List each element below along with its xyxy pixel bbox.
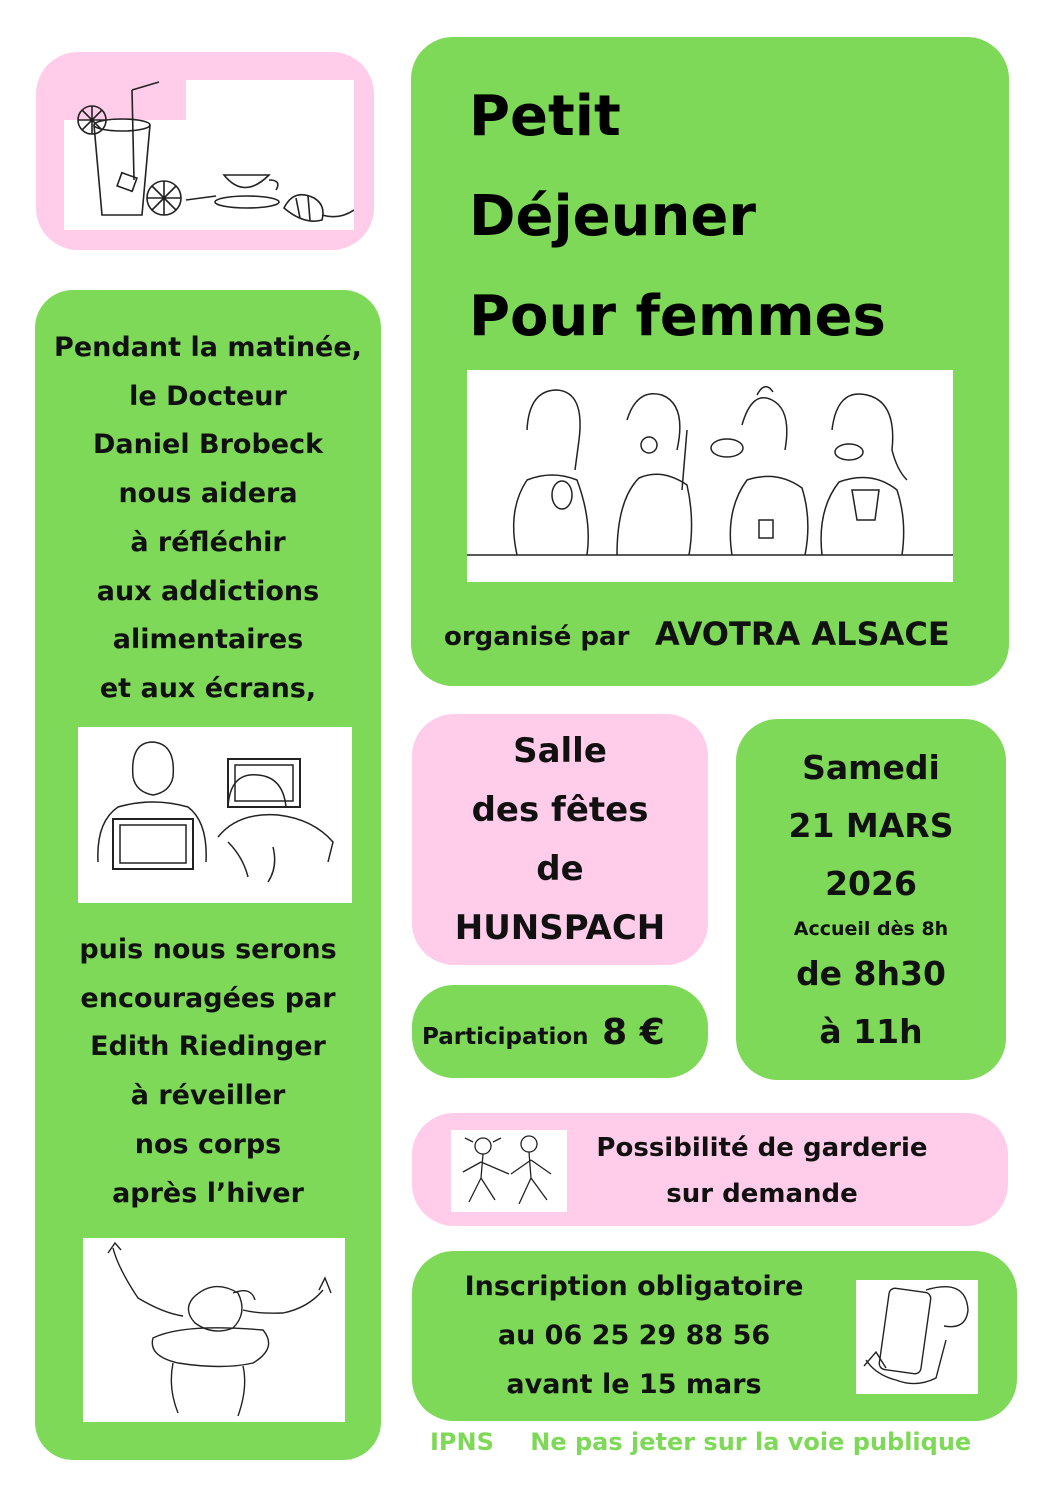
venue-line: Salle	[513, 731, 607, 771]
breakfast-box	[36, 52, 374, 250]
program-line: Daniel Brobeck	[92, 429, 324, 461]
women-eating-drawing-icon	[467, 370, 953, 582]
program-line: Pendant la matinée,	[54, 332, 362, 363]
venue-text	[412, 722, 708, 958]
participation-label: Participation	[422, 1024, 589, 1050]
program-line: à réveiller	[130, 1080, 286, 1112]
footer	[430, 1424, 971, 1460]
program-text-1	[35, 324, 381, 714]
registration-line: Inscription obligatoire	[464, 1271, 804, 1302]
breakfast-drawing-icon	[64, 80, 354, 230]
program-line: le Docteur	[129, 380, 287, 412]
program-line: encouragées par	[80, 982, 336, 1014]
venue-name: HUNSPACH	[454, 908, 666, 948]
registration-phone: au 06 25 29 88 56	[497, 1320, 771, 1351]
program-line: puis nous serons	[79, 934, 337, 965]
title-box	[411, 37, 1009, 686]
program-line: Edith Riedinger	[90, 1031, 326, 1063]
dancing-woman-drawing-icon	[83, 1238, 345, 1422]
venue-line: de	[536, 849, 584, 889]
page-title	[469, 67, 886, 367]
program-line: alimentaires	[112, 624, 304, 656]
program-column	[35, 290, 381, 1460]
childcare-box	[412, 1113, 1008, 1226]
childcare-text	[572, 1125, 952, 1217]
date-from: de 8h30	[796, 954, 946, 993]
program-line: nos corps	[134, 1128, 282, 1160]
date-text	[736, 739, 1006, 1061]
date-date: 21 MARS	[788, 806, 954, 845]
title-line-2: Déjeuner	[469, 184, 756, 249]
venue-box	[412, 714, 708, 965]
date-welcome: Accueil dès 8h	[793, 918, 949, 940]
participation-box	[412, 985, 708, 1078]
footer-notice: Ne pas jeter sur la voie publique	[530, 1428, 972, 1456]
program-line: après l’hiver	[112, 1177, 304, 1209]
participation-price: 8 €	[602, 1012, 665, 1053]
date-day: Samedi	[802, 748, 940, 787]
registration-text	[436, 1262, 832, 1409]
organizer-prefix: organisé par	[444, 622, 630, 652]
title-line-1: Petit	[469, 84, 621, 149]
children-screens-drawing-icon	[78, 727, 352, 903]
registration-deadline: avant le 15 mars	[506, 1369, 762, 1400]
organizer-line	[444, 615, 950, 653]
date-box	[736, 719, 1006, 1080]
participation-line	[422, 1012, 665, 1053]
footer-ipns: IPNS	[430, 1428, 494, 1456]
program-text-2	[35, 926, 381, 1218]
program-line: et aux écrans,	[99, 672, 317, 704]
program-line: aux addictions	[96, 575, 320, 607]
childcare-line: Possibilité de garderie	[596, 1133, 928, 1163]
date-to: à 11h	[819, 1012, 923, 1051]
childcare-line: sur demande	[666, 1179, 858, 1209]
registration-box	[412, 1251, 1017, 1421]
venue-line: des fêtes	[471, 790, 649, 830]
date-year: 2026	[825, 864, 917, 903]
children-running-drawing-icon	[451, 1130, 567, 1212]
title-line-3: Pour femmes	[469, 284, 886, 349]
organizer-name: AVOTRA ALSACE	[654, 615, 950, 653]
program-line: à réfléchir	[130, 526, 286, 558]
phone-hand-drawing-icon	[856, 1280, 978, 1394]
program-line: nous aidera	[118, 478, 298, 510]
